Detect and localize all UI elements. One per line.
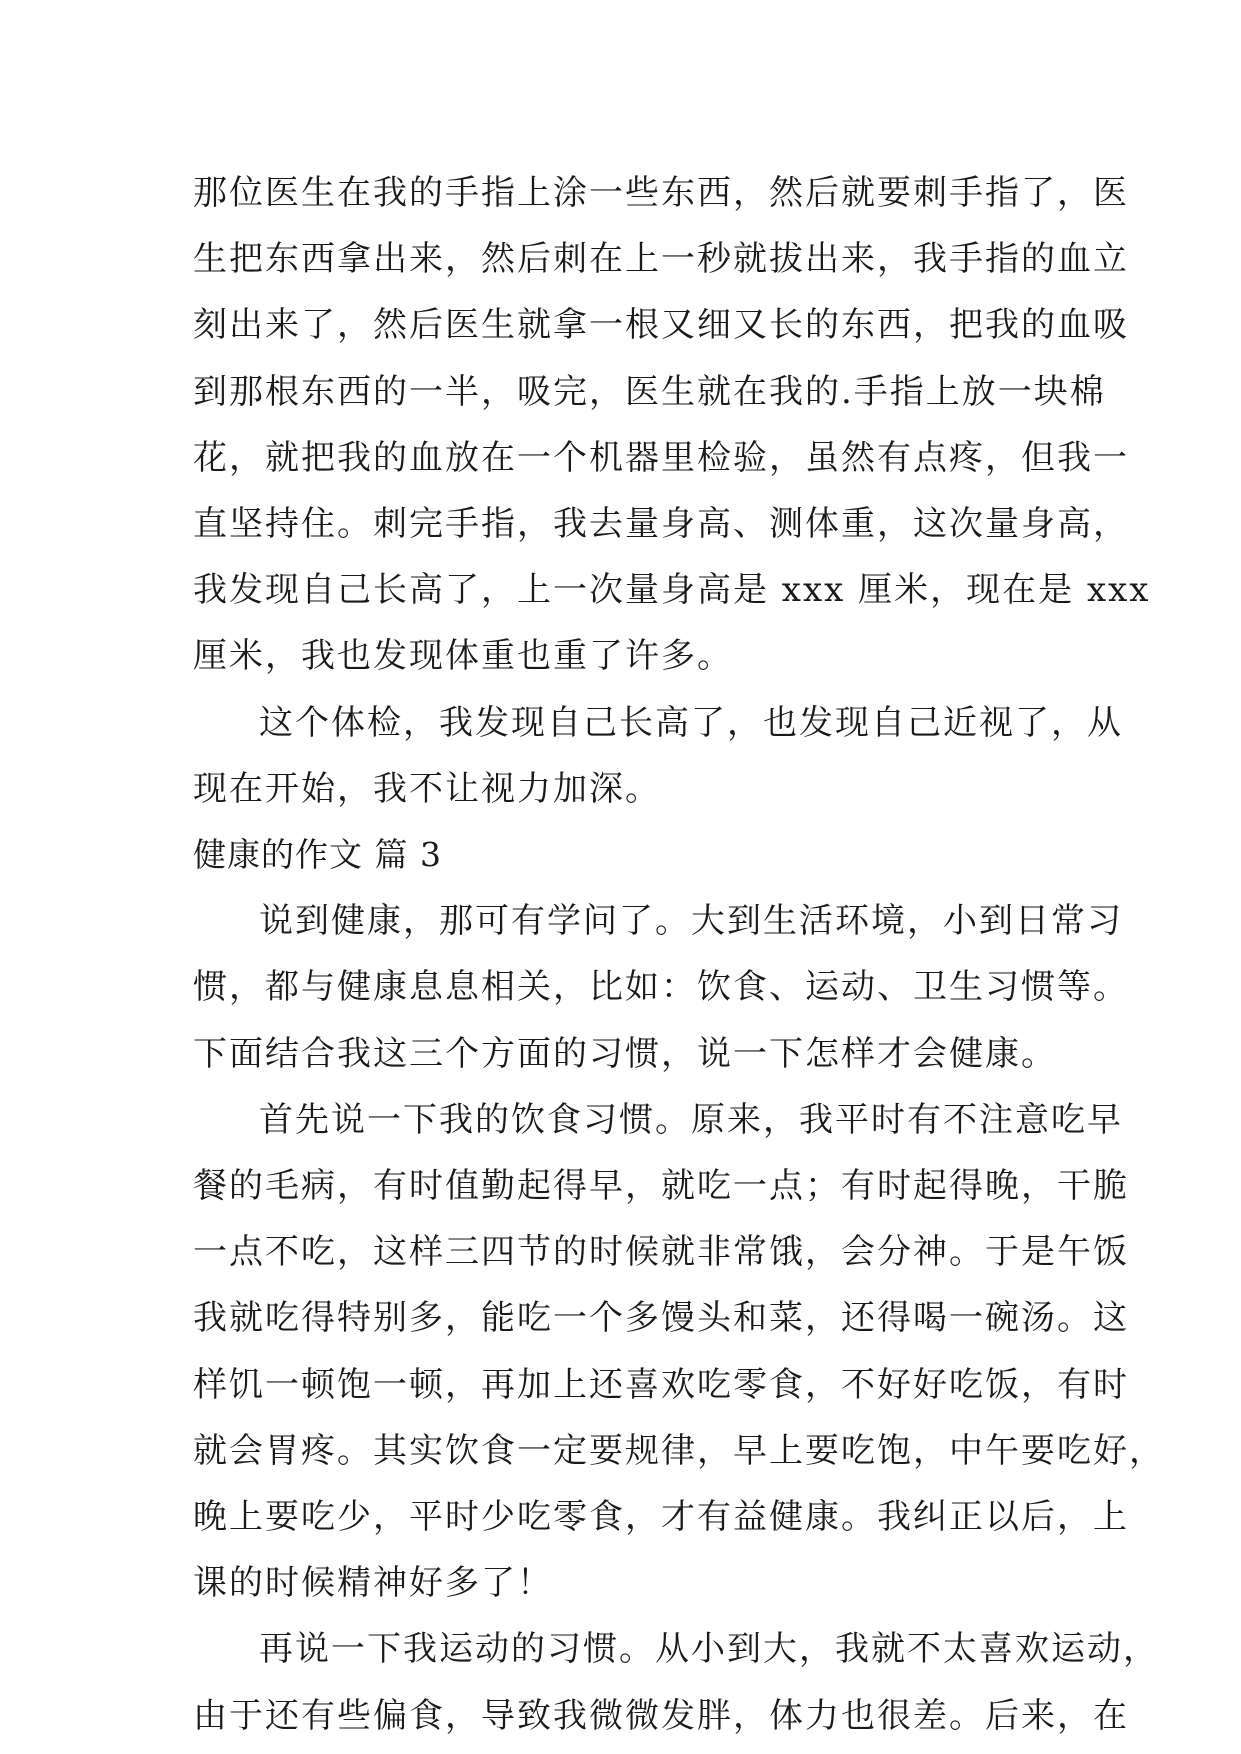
- text-line: 惯，都与健康息息相关，比如：饮食、运动、卫生习惯等。: [193, 967, 1129, 1008]
- text-line: 再说一下我运动的习惯。从小到大，我就不太喜欢运动，: [259, 1629, 1159, 1670]
- text-line: 到那根东西的一半，吸完，医生就在我的.手指上放一块棉: [193, 371, 1106, 412]
- text-line: 刻出来了，然后医生就拿一根又细又长的东西，把我的血吸: [193, 305, 1129, 346]
- text-line: 我就吃得特别多，能吃一个多馒头和菜，还得喝一碗汤。这: [193, 1298, 1129, 1339]
- paragraph-medical-exam: [193, 160, 1151, 690]
- text-line: 厘米，我也发现体重也重了许多。: [193, 636, 733, 677]
- paragraph-conclusion: [193, 690, 1123, 822]
- text-line: 生把东西拿出来，然后刺在上一秒就拔出来，我手指的血立: [193, 239, 1129, 280]
- text-line: 课的时候精神好多了！: [193, 1563, 553, 1604]
- text-line: 餐的毛病，有时值勤起得早，就吃一点；有时起得晚，干脆: [193, 1166, 1129, 1207]
- paragraph-exercise: [193, 1616, 1159, 1748]
- text-line: 我发现自己长高了，上一次量身高是 xxx 厘米，现在是 xxx: [193, 570, 1151, 611]
- text-line: 现在开始，我不让视力加深。: [193, 768, 661, 809]
- text-line: 直坚持住。刺完手指，我去量身高、测体重，这次量身高，: [193, 504, 1129, 545]
- text-line: 一点不吃，这样三四节的时候就非常饿，会分神。于是午饭: [193, 1232, 1129, 1273]
- text-line: 就会胃疼。其实饮食一定要规律，早上要吃饱，中午要吃好，: [193, 1430, 1165, 1471]
- text-line: 由于还有些偏食，导致我微微发胖，体力也很差。后来，在: [193, 1695, 1129, 1736]
- paragraph-diet: [193, 1087, 1165, 1617]
- document-body: [193, 160, 1165, 1749]
- text-line: 下面结合我这三个方面的习惯，说一下怎样才会健康。: [193, 1033, 1057, 1074]
- paragraph-intro: [193, 888, 1129, 1087]
- text-line: 说到健康，那可有学问了。大到生活环境，小到日常习: [259, 901, 1123, 942]
- text-line: 晚上要吃少，平时少吃零食，才有益健康。我纠正以后，上: [193, 1497, 1129, 1538]
- text-line: 花，就把我的血放在一个机器里检验，虽然有点疼，但我一: [193, 437, 1129, 478]
- text-line: 那位医生在我的手指上涂一些东西，然后就要刺手指了，医: [193, 173, 1129, 213]
- text-line: 样饥一顿饱一顿，再加上还喜欢吃零食，不好好吃饭，有时: [193, 1364, 1129, 1405]
- text-line: 这个体检，我发现自己长高了，也发现自己近视了，从: [259, 702, 1123, 743]
- section-heading: 健康的作文 篇 3: [193, 835, 442, 875]
- text-line: 首先说一下我的饮食习惯。原来，我平时有不注意吃早: [259, 1099, 1123, 1140]
